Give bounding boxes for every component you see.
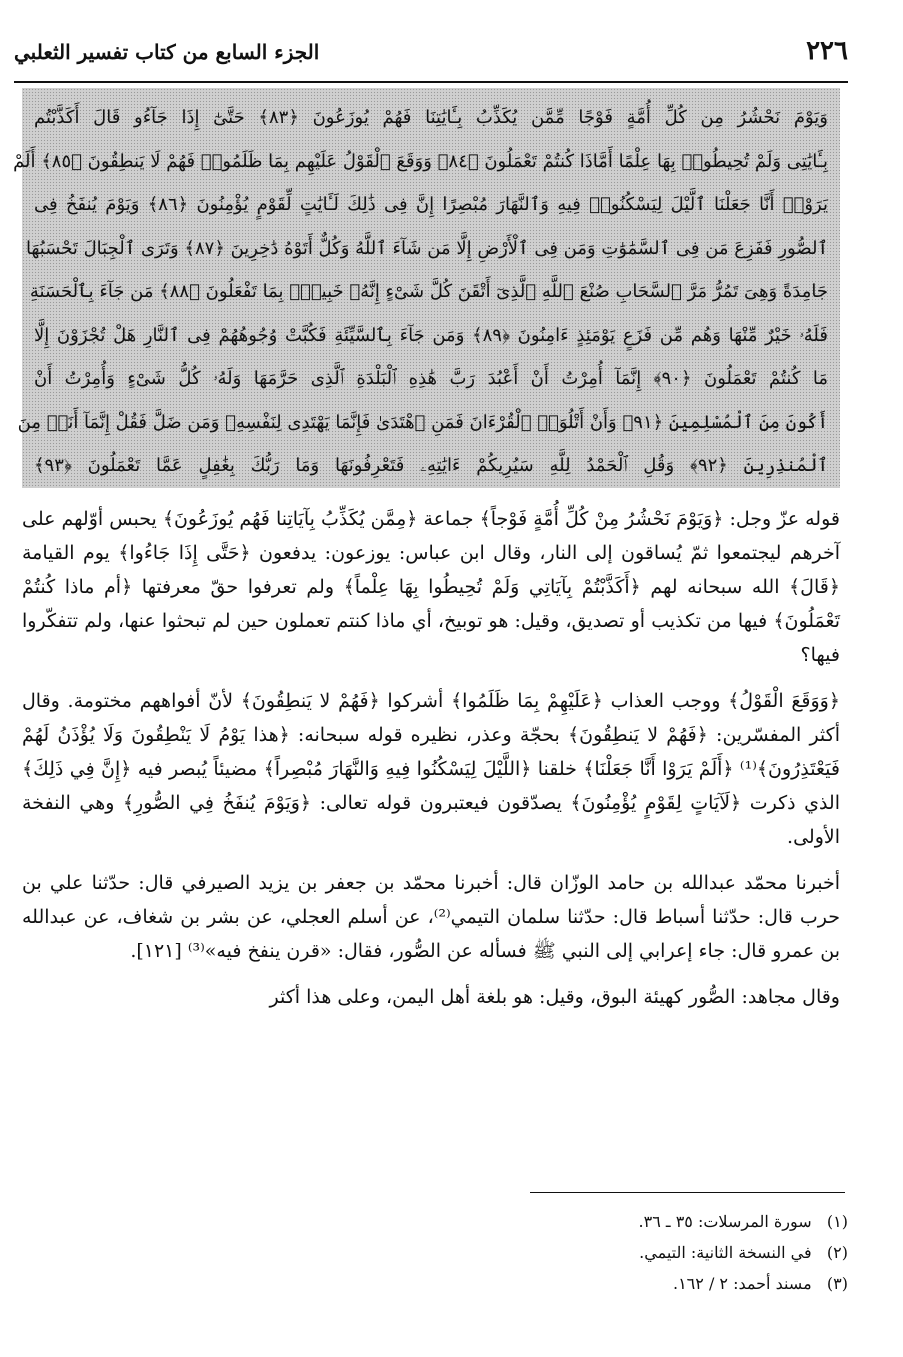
quran-line: جَامِدَةً وَهِىَ تَمُرُّ مَرَّ ٱلسَّحَابِ صُنْعَ ٱللَّهِ ٱلَّذِىٓ أَتْقَنَ كُلَّ شَىْءٍ إِنَّهُۥ خَبِيرٌۢ بِمَا تَفْعَلُونَ ﴿٨٨﴾ مَن جَآءَ بِٱلْحَسَنَةِ <box>29 281 828 302</box>
footnote-number: (١) <box>826 1212 848 1231</box>
footnote-divider <box>530 1192 845 1193</box>
footnote-item <box>348 1237 848 1268</box>
page-number: ٢٢٦ <box>806 36 848 66</box>
quran-line: مَا كُنتُمْ تَعْمَلُونَ ﴿٩٠﴾ إِنَّمَآ أُمِرْتُ أَنْ أَعْبُدَ رَبَّ هَٰذِهِ ٱلْبَلْدَةِ ٱلَّذِى حَرَّمَهَا وَلَهُۥ كُلُّ شَىْءٍ وَأُمِرْتُ أَنْ <box>34 368 829 389</box>
quran-line: أَكُونَ مِنَ ٱلْمُسْلِمِينَ ﴿٩١﴾ وَأَنْ أَتْلُوَا۟ ٱلْقُرْءَانَ فَمَنِ ٱهْتَدَىٰ فَإِنَّمَا يَهْتَدِى لِنَفْسِهِۦ وَمَن ضَلَّ فَقُلْ إِنَّمَآ أَنَا۠ مِنَ <box>17 411 828 433</box>
quran-line: ٱلصُّورِ فَفَزِعَ مَن فِى ٱلسَّمَٰوَٰتِ وَمَن فِى ٱلْأَرْضِ إِلَّا مَن شَآءَ ٱللَّهُ وَكُلٌّ أَتَوْهُ دَٰخِرِينَ ﴿٨٧﴾ وَتَرَى ٱلْجِبَالَ تَحْسَبُهَا <box>25 237 828 259</box>
footnote-text: في النسخة الثانية: التيمي. <box>639 1243 812 1262</box>
commentary-paragraph: أخبرنا محمّد عبدالله بن حامد الوزّان قال: أخبرنا محمّد بن جعفر بن يزيد الصيرفي قال: حدّثنا علي بن حرب قال: حدّثنا أسباط قال: حدّثنا سلمان التيمي⁽²⁾، عن أسلم العجلي، عن بشر بن شغاف، عن عبدالله بن عمرو قال: جاء إعرابي إلى النبي ﷺ فسأله عن الصُّور، فقال: «قرن ينفخ فيه»⁽³⁾ [١٢١]. <box>22 872 841 962</box>
footnote-item <box>348 1206 848 1237</box>
running-title: الجزء السابع من كتاب تفسير الثعلبي <box>14 40 320 64</box>
footnotes <box>348 1206 848 1299</box>
footnote-number: (٢) <box>826 1243 848 1262</box>
quran-line: بِـَٔايَٰتِى وَلَمْ تُحِيطُوا۟ بِهَا عِلْمًا أَمَّاذَا كُنتُمْ تَعْمَلُونَ ﴿٨٤﴾ وَوَقَعَ ٱلْقَوْلُ عَلَيْهِم بِمَا ظَلَمُوا۟ فَهُمْ لَا يَنطِقُونَ ﴿٨٥﴾ أَلَمْ <box>13 150 828 172</box>
commentary-paragraph: قوله عزّ وجل: ﴿وَيَوْمَ نَحْشُرُ مِنْ كُلِّ أُمَّةٍ فَوْجاً﴾ جماعة ﴿مِمَّن يُكَذِّبُ بِآيَاتِنا فَهُم يُوزَعُونَ﴾ يحبس أوّلهم على آخرهم ليجتمعوا ثمّ يُساقون إلى النار، وقال ابن عباس: يوزعون: يدفعون ﴿حَتَّى إِذَا جَاءُوا﴾ يوم القيامة ﴿قَالَ﴾ الله سبحانه لهم ﴿أَكَذَّبْتُمْ بِآيَاتِي وَلَمْ تُحِيطُوا بِهَا عِلْماً﴾ ولم تعرفوا حقّ معرفتها ﴿أم ماذا كُنتُمْ تَعْمَلُونَ﴾ فيها من تكذيب أو تصديق، وقيل: هو توبيخ، أي ماذا كنتم تعملون حين لم تبحثوا عنها، ولم تتفكّروا فيها؟ <box>22 508 840 666</box>
footnote-number: (٣) <box>826 1274 848 1293</box>
commentary-text <box>22 502 840 1026</box>
header-divider <box>14 81 848 83</box>
footnote-item <box>348 1268 848 1299</box>
quran-line: ٱلْمُنذِرِينَ ﴿٩٢﴾ وَقُلِ ٱلْحَمْدُ لِلَّهِ سَيُرِيكُمْ ءَايَٰتِهِۦ فَتَعْرِفُونَهَا وَمَا رَبُّكَ بِغَٰفِلٍ عَمَّا تَعْمَلُونَ ﴿٩٣﴾ <box>34 455 828 476</box>
page-header <box>14 30 848 80</box>
quran-line: وَيَوْمَ نَحْشُرُ مِن كُلِّ أُمَّةٍ فَوْجًا مِّمَّن يُكَذِّبُ بِـَٔايَٰتِنَا فَهُمْ يُوزَعُونَ ﴿٨٣﴾ حَتَّىٰٓ إِذَا جَآءُو قَالَ أَكَذَّبْتُم <box>34 107 828 128</box>
quran-verses-box <box>13 88 840 488</box>
footnote-text: سورة المرسلات: ٣٥ ـ ٣٦. <box>638 1212 812 1231</box>
commentary-paragraph: وقال مجاهد: الصُّور كهيئة البوق، وقيل: هو بلغة أهل اليمن، وعلى هذا أكثر <box>269 986 840 1008</box>
quran-line: يَرَوْا۟ أَنَّا جَعَلْنَا ٱلَّيْلَ لِيَسْكُنُوا۟ فِيهِ وَٱلنَّهَارَ مُبْصِرًا إِنَّ فِى ذَٰلِكَ لَـَٔايَٰتٍ لِّقَوْمٍ يُؤْمِنُونَ ﴿٨٦﴾ وَيَوْمَ يُنفَخُ فِى <box>34 194 828 215</box>
commentary-paragraph: ﴿وَوَقَعَ الْقَوْلُ﴾ ووجب العذاب ﴿عَلَيْهِمْ بِمَا ظَلَمُوا﴾ أشركوا ﴿فَهُمْ لا يَنطِقُونَ﴾ لأنّ أفواههم مختومة. وقال أكثر المفسّرين: ﴿فَهُمْ لا يَنطِقُونَ﴾ بحجّة وعذر، نظيره قوله سبحانه: ﴿هذا يَوْمُ لَا يَنْطِقُونَ وَلَا يُؤْذَنُ لَهُمْ فَيَعْتَذِرُونَ﴾⁽¹⁾ ﴿أَلَمْ يَرَوْا أَنَّا جَعَلْنَا﴾ خلقنا ﴿اللَّيْلَ لِيَسْكُنُوا فِيهِ وَالنَّهَارَ مُبْصِراً﴾ مضيئاً يُبصر فيه ﴿إِنَّ فِي ذَلِكَ﴾ الذي ذكرت ﴿لَآيَاتٍ لِقَوْمٍ يُؤْمِنُونَ﴾ يصدّقون فيعتبرون قوله تعالى: ﴿وَيَوْمَ يُنفَخُ فِي الصُّورِ﴾ وهي النفخة الأولى. <box>22 690 840 848</box>
footnote-text: مسند أحمد: ٢ / ١٦٢. <box>672 1274 812 1293</box>
quran-line: فَلَهُۥ خَيْرٌ مِّنْهَا وَهُم مِّن فَزَعٍ يَوْمَئِذٍ ءَامِنُونَ ﴿٨٩﴾ وَمَن جَآءَ بِٱلسَّيِّئَةِ فَكُبَّتْ وُجُوهُهُمْ فِى ٱلنَّارِ هَلْ تُجْزَوْنَ إِلَّا <box>34 324 828 346</box>
